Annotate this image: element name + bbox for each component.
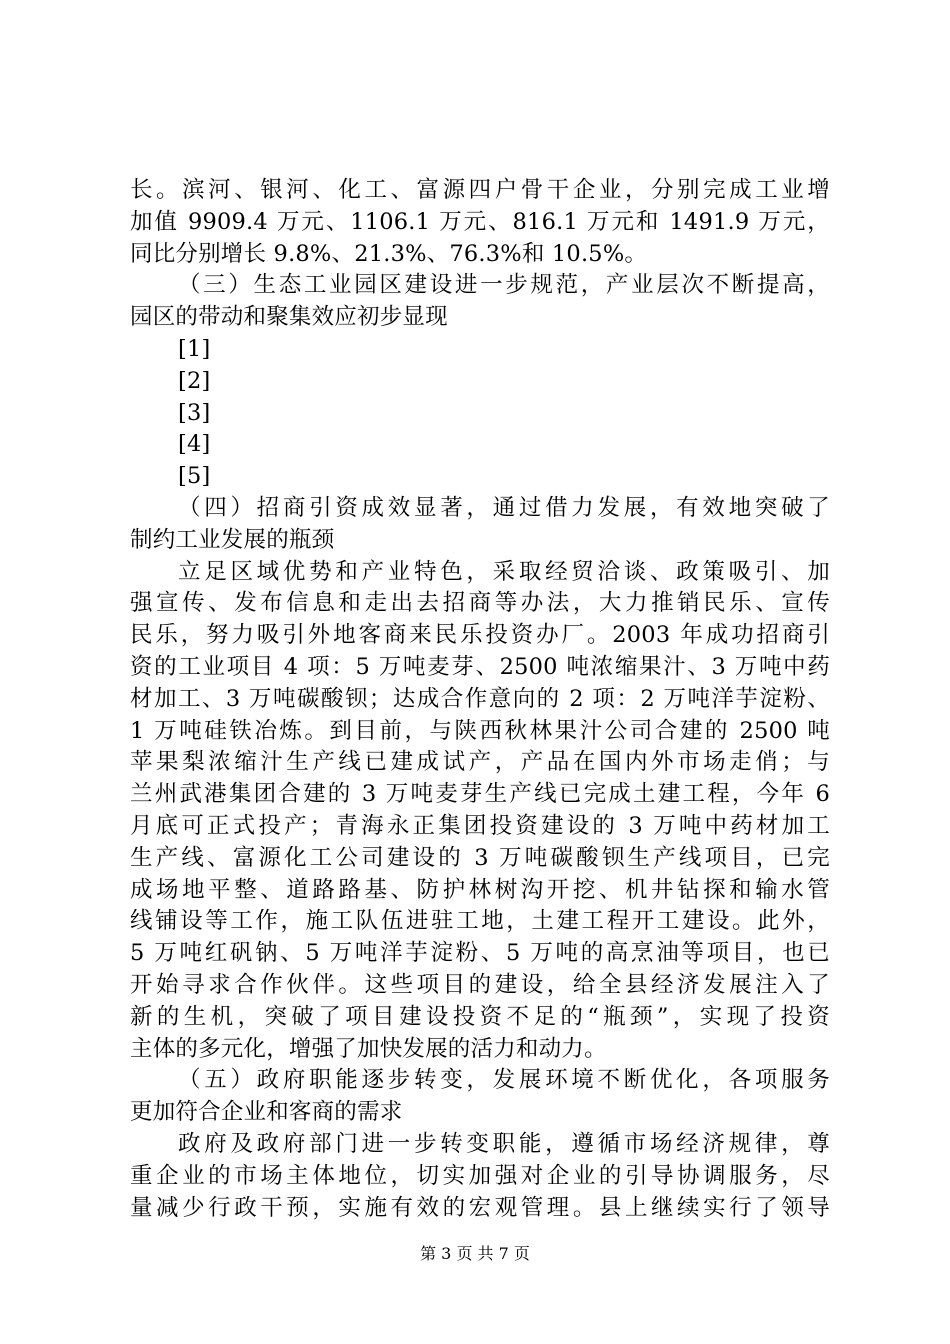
- body-line: 成场地平整、道路路基、防护林树沟开挖、机井钻探和输水管: [130, 876, 830, 903]
- section-heading-line: 更加符合企业和客商的需求: [130, 1099, 403, 1126]
- reference-marker: [2]: [178, 367, 211, 394]
- section-heading-line: （三）生态工业园区建设进一步规范，产业层次不断提高，: [178, 272, 830, 299]
- body-line: 加值 9909.4 万元、1106.1 万元、816.1 万元和 1491.9 万元，: [130, 208, 830, 235]
- body-line: 主体的多元化，增强了加快发展的活力和动力。: [130, 1035, 607, 1062]
- body-line: 材加工、3 万吨碳酸钡；达成合作意向的 2 项：2 万吨洋芋淀粉、: [130, 685, 830, 712]
- body-line: 月底可正式投产；青海永正集团投资建设的 3 万吨中药材加工: [130, 812, 830, 839]
- body-line: 同比分别增长 9.8%、21.3%、76.3%和 10.5%。: [130, 240, 648, 267]
- body-line: 资的工业项目 4 项：5 万吨麦芽、2500 吨浓缩果汁、3 万吨中药: [130, 653, 830, 680]
- body-line: 重企业的市场主体地位，切实加强对企业的引导协调服务，尽: [130, 1162, 830, 1189]
- body-line: 强宣传、发布信息和走出去招商等办法，大力推销民乐、宣传: [130, 590, 830, 617]
- body-line: 立足区域优势和产业特色，采取经贸洽谈、政策吸引、加: [178, 558, 830, 585]
- section-heading-line: （五）政府职能逐步转变，发展环境不断优化，各项服务: [178, 1067, 830, 1094]
- section-heading-line: 制约工业发展的瓶颈: [130, 526, 335, 553]
- body-line: 5 万吨红矾钠、5 万吨洋芋淀粉、5 万吨的高烹油等项目，也已: [130, 940, 830, 967]
- body-line: 生产线、富源化工公司建设的 3 万吨碳酸钡生产线项目，已完: [130, 844, 830, 871]
- reference-marker: [3]: [178, 399, 211, 426]
- body-line: 开始寻求合作伙伴。这些项目的建设，给全县经济发展注入了: [130, 971, 830, 998]
- body-line: 长。滨河、银河、化工、富源四户骨干企业，分别完成工业增: [130, 177, 830, 203]
- page-number-footer: 第 3 页 共 7 页: [420, 1244, 530, 1263]
- body-line: 新的生机，突破了项目建设投资不足的“瓶颈”，实现了投资: [130, 1003, 830, 1030]
- reference-marker: [4]: [178, 431, 211, 458]
- body-line: 苹果梨浓缩汁生产线已建成试产，产品在国内外市场走俏；与: [130, 749, 830, 776]
- reference-marker: [1]: [178, 335, 211, 362]
- body-line: 民乐，努力吸引外地客商来民乐投资办厂。2003 年成功招商引: [130, 622, 830, 649]
- body-line: 兰州武港集团合建的 3 万吨麦芽生产线已完成土建工程，今年 6: [130, 781, 830, 808]
- body-line: 政府及政府部门进一步转变职能，遵循市场经济规律，尊: [178, 1130, 830, 1157]
- body-line: 线铺设等工作，施工队伍进驻工地，土建工程开工建设。此外，: [130, 908, 830, 935]
- section-heading-line: （四）招商引资成效显著，通过借力发展，有效地突破了: [178, 494, 830, 521]
- body-line: 量减少行政干预，实施有效的宏观管理。县上继续实行了领导: [130, 1194, 830, 1221]
- body-line: 1 万吨硅铁冶炼。到目前，与陕西秋林果汁公司合建的 2500 吨: [130, 717, 830, 744]
- reference-marker: [5]: [178, 463, 211, 490]
- document-body: [130, 175, 830, 1224]
- section-heading-line: 园区的带动和聚集效应初步显现: [130, 304, 448, 331]
